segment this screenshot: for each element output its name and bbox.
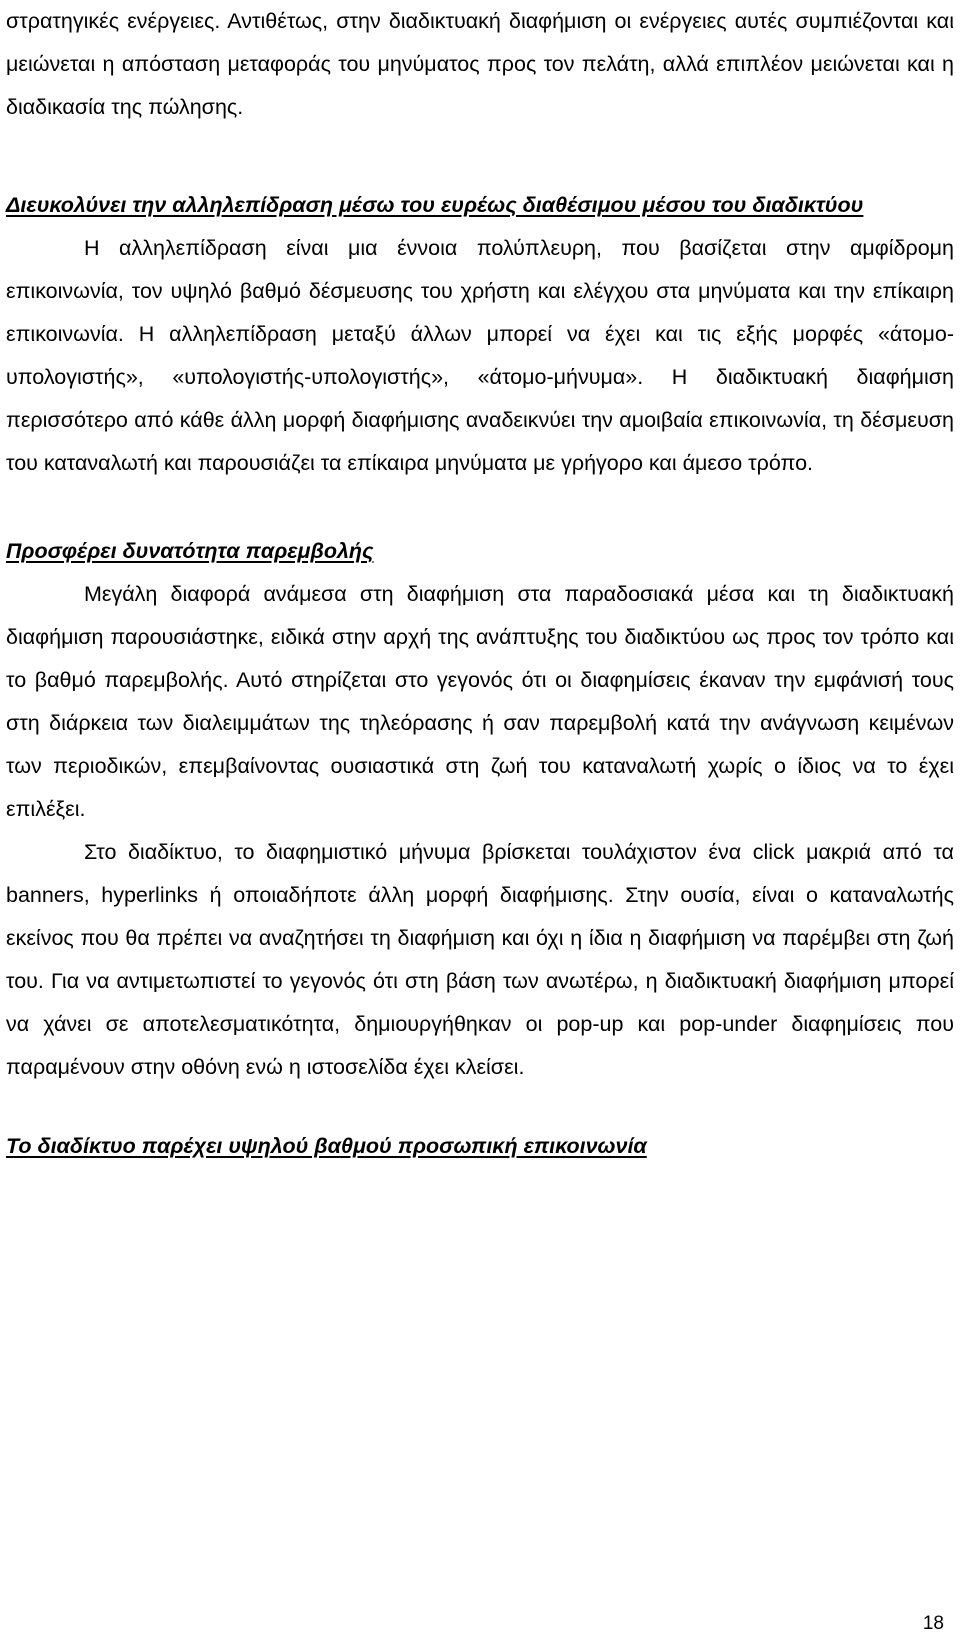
intro-paragraph: στρατηγικές ενέργειες. Αντιθέτως, στην διαδικτυακή διαφήμιση οι ενέργειες αυτές συμπιέζονται και μειώνεται η απόσταση μεταφοράς του μηνύματος προς τον πελάτη, αλλά επιπλέον μειώνεται και η διαδικασία της πώλησης.	[6, 9, 954, 119]
section-heading-interference: Προσφέρει δυνατότητα παρεμβολής	[6, 539, 374, 563]
spacer	[6, 485, 954, 528]
page-number: 18	[922, 1613, 944, 1634]
spacer	[6, 129, 954, 172]
section-heading-personal-communication: Το διαδίκτυο παρέχει υψηλού βαθμού προσωπική επικοινωνία	[6, 1134, 647, 1158]
spacer	[6, 1089, 954, 1125]
section-paragraph: Η αλληλεπίδραση είναι μια έννοια πολύπλευρη, που βασίζεται στην αμφίδρομη επικοινωνία, τον υψηλό βαθμό δέσμευσης του χρήστη και ελέγχου στα μηνύματα και την επίκαιρη επικοινωνία. Η αλληλεπίδραση μεταξύ άλλων μπορεί να έχει και τις εξής μορφές «άτομο-υπολογιστής», «υπολογιστής-υπολογιστής», «άτομο-μήνυμα». Η διαδικτυακή διαφήμιση περισσότερο από κάθε άλλη μορφή διαφήμισης αναδεικνύει την αμοιβαία επικοινωνία, τη δέσμευση του καταναλωτή και παρουσιάζει τα επίκαιρα μηνύματα με γρήγορο και άμεσο τρόπο.	[6, 236, 954, 475]
section-paragraph: Στο διαδίκτυο, το διαφημιστικό μήνυμα βρίσκεται τουλάχιστον ένα click μακριά από τα banners, hyperlinks ή οποιαδήποτε άλλη μορφή διαφήμισης. Στην ουσία, είναι ο καταναλωτής εκείνος που θα πρέπει να αναζητήσει τη διαφήμιση και όχι η ίδια η διαφήμιση να παρέμβει στη ζωή του. Για να αντιμετωπιστεί το γεγονός ότι στη βάση των ανωτέρω, η διαδικτυακή διαφήμιση μπορεί να χάνει σε αποτελεσματικότητα, δημιουργήθηκαν οι pop-up και pop-under διαφημίσεις που παραμένουν στην οθόνη ενώ η ιστοσελίδα έχει κλείσει.	[6, 840, 954, 1079]
section-heading-interaction: Διευκολύνει την αλληλεπίδραση μέσω του ευρέως διαθέσιμου μέσου του διαδικτύου	[6, 193, 864, 217]
section-paragraph: Μεγάλη διαφορά ανάμεσα στη διαφήμιση στα παραδοσιακά μέσα και τη διαδικτυακή διαφήμιση παρουσιάστηκε, ειδικά στην αρχή της ανάπτυξης του διαδικτύου ως προς τον τρόπο και το βαθμό παρεμβολής. Αυτό στηρίζεται στο γεγονός ότι οι διαφημίσεις έκαναν την εμφάνισή τους στη διάρκεια των διαλειμμάτων της τηλεόρασης ή σαν παρεμβολή κατά την ανάγνωση κειμένων των περιοδικών, επεμβαίνοντας ουσιαστικά στη ζωή του καταναλωτή χωρίς ο ίδιος να το έχει επιλέξει.	[6, 582, 954, 821]
page-content	[6, 0, 954, 1168]
